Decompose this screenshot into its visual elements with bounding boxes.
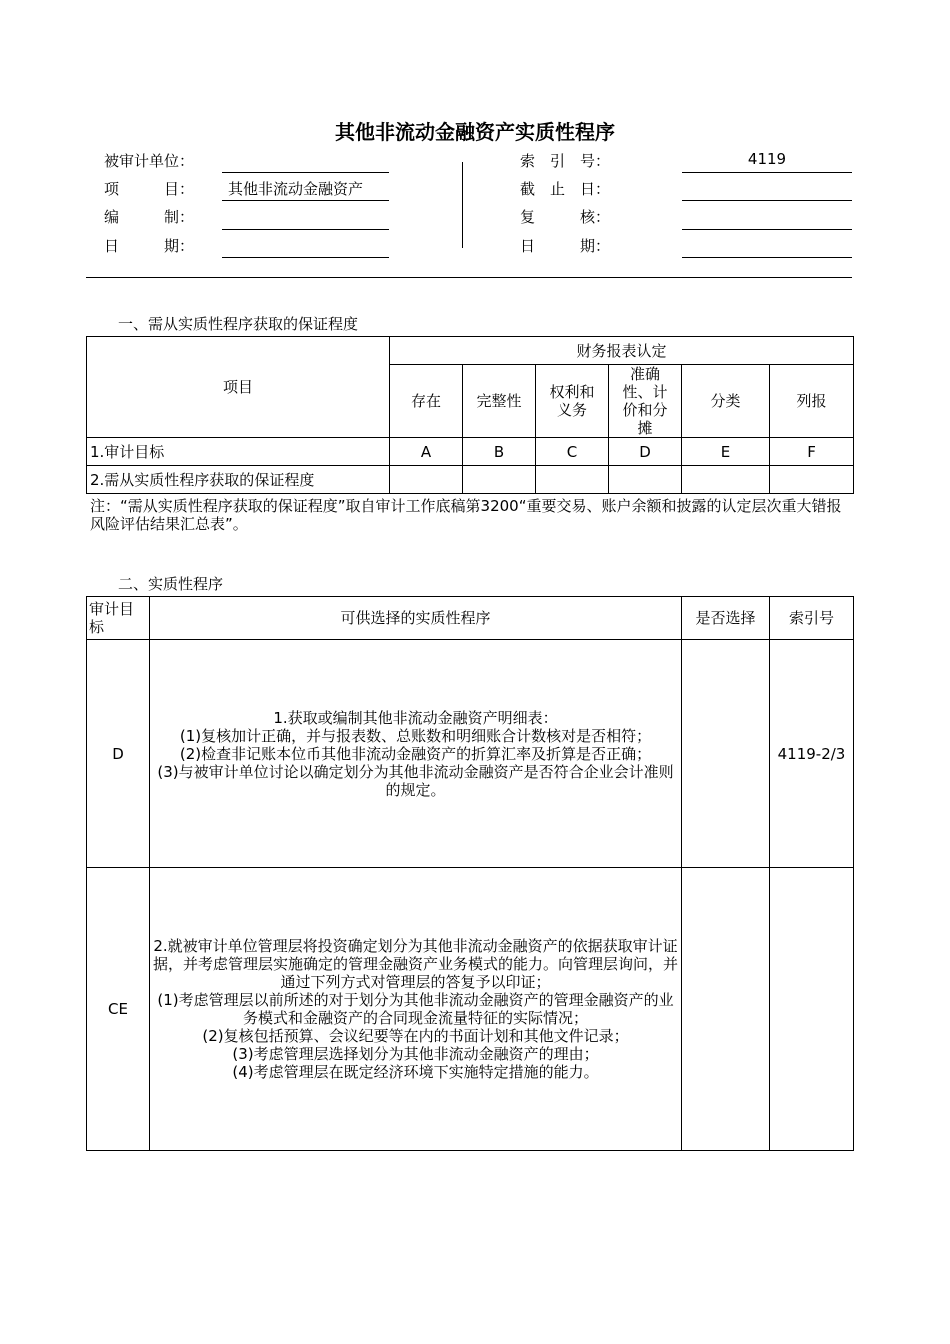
cell[interactable] xyxy=(682,466,770,494)
procedure-text xyxy=(150,868,682,1151)
assertion-presentation: 列报 xyxy=(770,365,854,438)
col-header-index: 索引号 xyxy=(770,597,854,640)
procedure-line: 2.就被审计单位管理层将投资确定划分为其他非流动金融资产的依据获取审计证据，并考虑管理层实施确定的管理金融资产业务模式的能力。向管理层询问，并通过下列方式对管理层的答复予以印证； xyxy=(152,937,678,991)
header-field-reviewer[interactable] xyxy=(682,229,852,230)
assertion-existence: 存在 xyxy=(390,365,463,438)
assertion-completeness: 完整性 xyxy=(463,365,536,438)
header-label-preparer: 编 制： xyxy=(104,208,195,226)
header-value-item: 其他非流动金融资产 xyxy=(228,180,364,198)
assertion-rights: 权利和义务 xyxy=(536,365,609,438)
procedure-line: 1.获取或编制其他非流动金融资产明细表： xyxy=(273,708,558,727)
header-label-client: 被审计单位： xyxy=(104,152,195,170)
item-header: 项目 xyxy=(87,337,390,438)
table-row xyxy=(87,640,854,868)
procedure-line: (1)复核加计正确，并与报表数、总账数和明细账合计数核对是否相符； xyxy=(179,726,652,745)
procedure-line: (1)考虑管理层以前所述的对于划分为其他非流动金融资产的管理金融资产的业务模式和金融资产的合同现金流量特征的实际情况； xyxy=(157,991,674,1027)
cell[interactable]: A xyxy=(390,438,463,466)
header-label-index: 索 引 号： xyxy=(520,152,611,170)
header-field-item[interactable] xyxy=(222,200,389,201)
header-field-client[interactable] xyxy=(222,172,389,173)
cell[interactable]: E xyxy=(682,438,770,466)
row-label: 2.需从实质性程序获取的保证程度 xyxy=(87,466,390,494)
col-header-selected: 是否选择 xyxy=(682,597,770,640)
selected-cell[interactable] xyxy=(682,640,770,868)
section1-note: 注：“需从实质性程序获取的保证程度”取自审计工作底稿第3200“重要交易、账户余额和披露的认定层次重大错报风险评估结果汇总表”。 xyxy=(90,497,842,533)
selected-cell[interactable] xyxy=(682,868,770,1151)
header-value-index: 4119 xyxy=(747,150,787,168)
page-title: 其他非流动金融资产实质性程序 xyxy=(335,120,615,144)
procedure-line: (2)检查非记账本位币其他非流动金融资产的折算汇率及折算是否正确； xyxy=(179,744,652,763)
cell[interactable]: D xyxy=(609,438,682,466)
section2-heading: 二、实质性程序 xyxy=(118,575,224,593)
row-target: CE xyxy=(87,868,150,1151)
header-label-cutoff: 截 止 日： xyxy=(520,180,611,198)
header-rule xyxy=(86,277,852,278)
procedure-table xyxy=(86,596,854,1151)
header-field-review-date[interactable] xyxy=(682,257,852,258)
index-cell xyxy=(770,868,854,1151)
header-divider xyxy=(462,162,463,248)
procedure-line: (4)考虑管理层在既定经济环境下实施特定措施的能力。 xyxy=(232,1063,599,1081)
section1-heading: 一、需从实质性程序获取的保证程度 xyxy=(118,315,359,333)
procedure-text xyxy=(150,640,682,868)
cell[interactable] xyxy=(536,466,609,494)
header-field-index[interactable] xyxy=(682,172,852,173)
header-label-date: 日 期： xyxy=(104,237,195,255)
cell[interactable] xyxy=(390,466,463,494)
assertion-group-header: 财务报表认定 xyxy=(390,337,854,365)
procedure-line: (2)复核包括预算、会议纪要等在内的书面计划和其他文件记录； xyxy=(202,1027,629,1045)
procedure-line: (3)考虑管理层选择划分为其他非流动金融资产的理由； xyxy=(232,1045,599,1063)
header-label-reviewer: 复 核： xyxy=(520,208,611,226)
header-field-date[interactable] xyxy=(222,257,389,258)
cell[interactable] xyxy=(463,466,536,494)
cell[interactable]: F xyxy=(770,438,854,466)
table-row xyxy=(87,868,854,1151)
cell[interactable] xyxy=(609,466,682,494)
cell[interactable] xyxy=(770,466,854,494)
assertion-valuation: 准确性、计价和分摊 xyxy=(609,365,682,438)
header-label-review-date: 日 期： xyxy=(520,237,611,255)
header-label-item: 项 目： xyxy=(104,180,195,198)
col-header-target: 审计目标 xyxy=(87,597,150,640)
assurance-table xyxy=(86,336,854,494)
procedure-line: (3)与被审计单位讨论以确定划分为其他非流动金融资产是否符合企业会计准则的规定。 xyxy=(157,762,674,799)
row-label: 1.审计目标 xyxy=(87,438,390,466)
table-row xyxy=(87,438,854,466)
index-cell: 4119-2/3 xyxy=(770,640,854,868)
cell[interactable]: C xyxy=(536,438,609,466)
assertion-classification: 分类 xyxy=(682,365,770,438)
header-field-preparer[interactable] xyxy=(222,229,389,230)
table-row xyxy=(87,466,854,494)
col-header-procedure: 可供选择的实质性程序 xyxy=(150,597,682,640)
header-field-cutoff[interactable] xyxy=(682,200,852,201)
row-target: D xyxy=(87,640,150,868)
cell[interactable]: B xyxy=(463,438,536,466)
